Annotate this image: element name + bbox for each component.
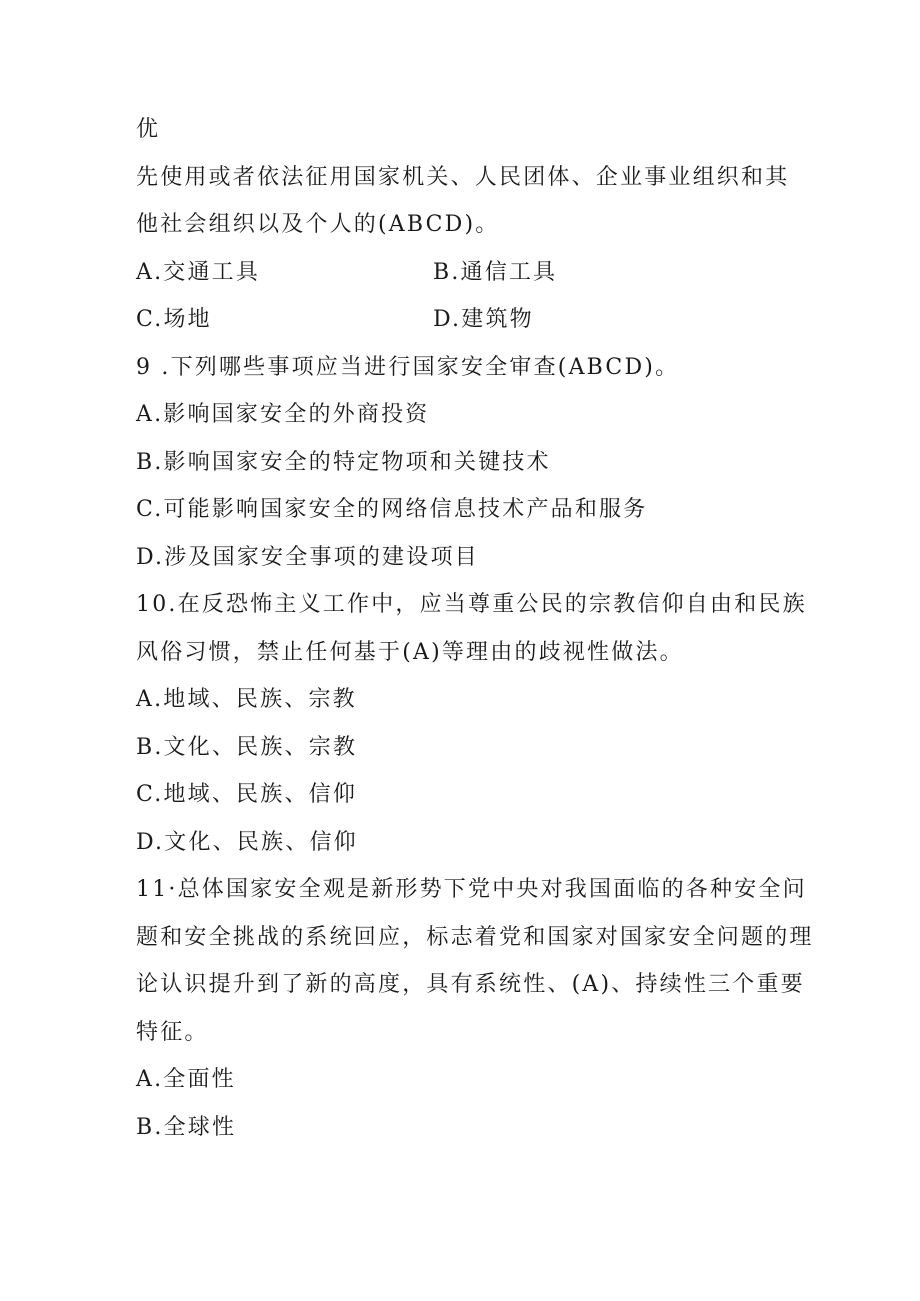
q9-option-a: A.影响国家安全的外商投资 [136,402,430,427]
q8-option-d: D.建筑物 [433,307,534,332]
q8-option-row [136,249,796,297]
q8-option-a: A.交通工具 [136,259,261,285]
q10-stem-line: 10.在反恐怖主义工作中，应当尊重公民的宗教信仰自由和民族 [136,592,807,617]
q8-option-c: C.场地 [136,307,212,332]
q9-option-c: C.可能影响国家安全的网络信息技术产品和服务 [136,497,648,522]
q11-stem-line: 特征。 [136,1019,209,1045]
text-line: 他社会组织以及个人的(ABCD)。 [136,212,500,237]
q11-stem-line: 题和安全挑战的系统回应，标志着党和国家对国家安全问题的理 [136,924,814,950]
q11-stem-line: 论认识提升到了新的高度，具有系统性、(A)、持续性三个重要 [136,972,805,997]
q10-option-b: B.文化、民族、宗教 [136,734,358,760]
q10-option-d: D.文化、民族、信仰 [136,829,358,855]
q10-option-a: A.地域、民族、宗教 [136,687,357,712]
q8-option-b: B.通信工具 [433,259,558,285]
q9-option-d: D.涉及国家安全事项的建设项目 [136,544,479,570]
document-page [136,106,814,1151]
q10-stem-line: 风俗习惯，禁止任何基于(A)等理由的歧视性做法。 [136,639,684,665]
q8-option-row [136,296,796,344]
q11-option-a: A.全面性 [136,1067,236,1092]
q10-option-c: C.地域、民族、信仰 [136,782,358,807]
text-line: 优 [136,117,161,142]
q11-stem-line: 11·总体国家安全观是新形势下党中央对我国面临的各种安全问 [136,877,807,902]
q9-option-b: B.影响国家安全的特定物项和关键技术 [136,449,551,475]
q11-option-b: B.全球性 [136,1114,237,1140]
q9-stem: 9 .下列哪些事项应当进行国家安全审查(ABCD)。 [136,354,680,380]
text-line: 先使用或者依法征用国家机关、人民团体、企业事业组织和其 [136,164,790,190]
